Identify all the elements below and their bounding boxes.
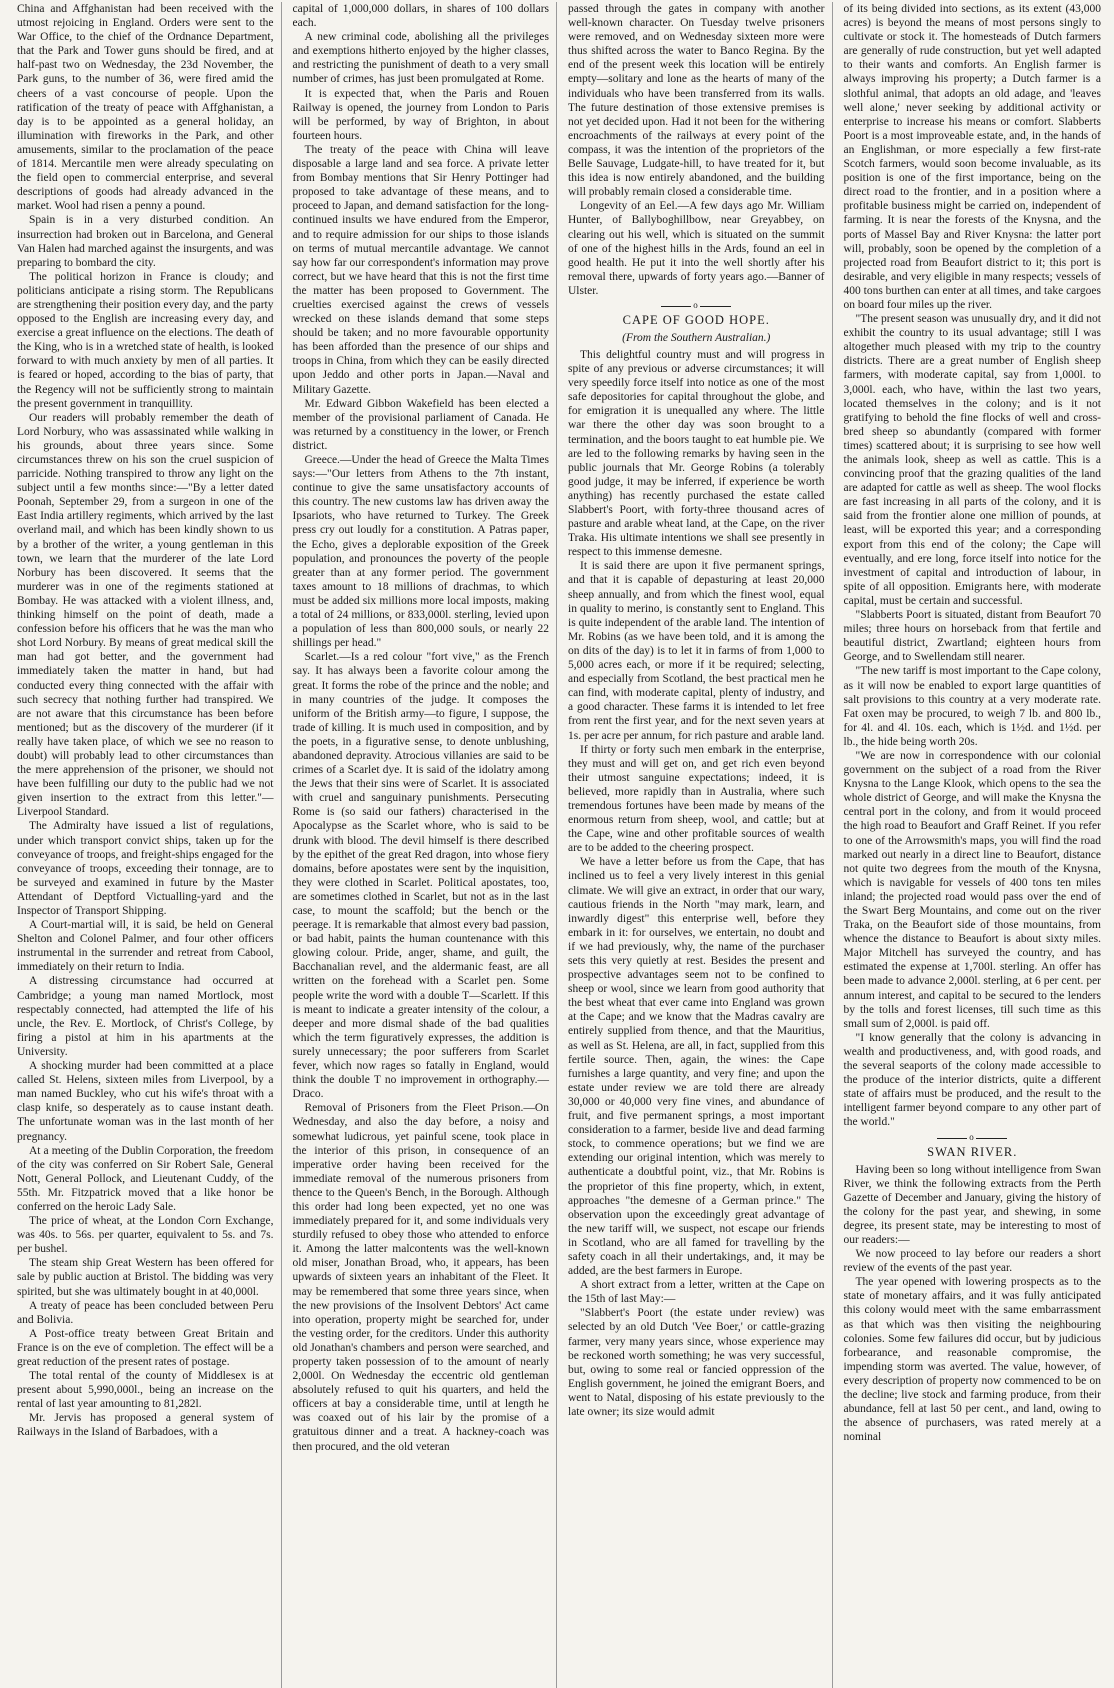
article-paragraph: We have a letter before us from the Cape, that has inclined us to feel a very lively interest in this genial climate. We will give an extract, in order that our wary, cautious friends in the North "may mark, learn, and inwardly digest" this enterprise well, before they embark in it: for ourselves, we entertain, no doubt and if we had previously, why, the name of the purchaser sets this very quietly at rest. Besides the present and prospective advantages seem not to be confined to sheep or wool, since we learn from good authority that the best wheat that ever came into England was grown at the Cape; and we know that the Madras cavalry are entirely supplied from thence, and that the Mauritius, as well as St. Helena, are all, in fact, supplied from this fertile source. Then, again, the wines: the Cape furnishes a large quantity, and very fine; and upon the estate under review we are told there are already 30,000 or 40,000 very fine vines, and abundance of fruit, and five permanent springs, a most important consideration to a farmer, beside live and dead farming stock, to commence operations; but we find we are extending our original intention, which was merely to authenticate a doubtful point, viz., that Mr. Robins is the proprietor of this fine property, which, in extent, approaches "the demesne of a German prince." The observation upon the exceedingly great advantage of the new tariff will, we suspect, not escape our friends in Scotland, who are all famed for travelling by the safety coach in all their undertakings, and, it may be added, are the best farmers in Europe. bbox=[568, 856, 825, 1278]
section-heading: SWAN RIVER. bbox=[927, 1144, 1018, 1159]
article-paragraph: Having been so long without intelligence from Swan River, we think the following extracts from the Perth Gazette of December and January, giving the history of the colony for the past year, and shewing, in some degree, its present state, may be interesting to most of our readers:— bbox=[843, 1163, 1101, 1246]
article-paragraph: It is expected that, when the Paris and Rouen Railway is opened, the journey from London to Paris will be performed, by way of Brighton, in about fourteen hours. bbox=[292, 87, 549, 142]
article-paragraph: "Slabberts Poort is situated, distant from Beaufort 70 miles; three hours on horseback from that fertile and beautiful district, Zwartland; eighteen hours from George, and to Swellendam still nearer. bbox=[843, 609, 1101, 664]
article-paragraph: Longevity of an Eel.—A few days ago Mr. William Hunter, of Ballyboghillbow, near Greyabbey, on clearing out his well, which is situated on the summit of one of the highest hills in the Ards, found an eel in good health. He put it into the well shortly after his removal there, upwards of forty years ago.—Banner of Ulster. bbox=[568, 200, 825, 297]
article-paragraph: A new criminal code, abolishing all the privileges and exemptions hitherto enjoyed by the higher classes, and restricting the punishment of death to a very small number of crimes, has just been promulgated at Rome. bbox=[292, 31, 549, 86]
article-paragraph: A Post-office treaty between Great Britain and France is on the eve of completion. The effect will be a great reduction of the present rates of postage. bbox=[17, 1327, 274, 1368]
article-paragraph: China and Affghanistan had been received with the utmost rejoicing in England. Orders were sent to the War Office, to the chief of the Ordnance Department, that the Park and Tower guns should be fired, and at half-past two on Wednesday, the 23d November, the Park guns, to the number of 36, were fired amid the cheers of a vast concourse of people. Upon the ratification of the treaty of peace with Affghanistan, a day is to be appointed as a general holiday, an illumination with fireworks in the Park, and other amusements, similar to the proclamation of the peace of 1814. Mercantile men were already speculating on the field open to commercial enterprise, and several descriptions of goods had already advanced in the market. Wool had risen a penny a pound. bbox=[17, 3, 274, 213]
article-paragraph: "We are now in correspondence with our colonial government on the subject of a road from the River Knysna to the Lange Klook, which opens to the sea the whole district of George, and will make the Knysna the central port in the colony, and from it would proceed the high road to Beaufort and Graff Reinet. If you refer to one of the Arrowsmith's maps, you will find the road marked out nearly in a direct line to Beaufort, distance not quite two degrees from the mouth of the Knysna, which is navigable for vessels of 400 tons ten miles inland; the projected road would pass over the end of the Swart Berg Mountains, and come out on the river Traka, on the Beaufort side of those mountains, from whence the distance to Beaufort is about sixty miles. Major Mitchell has surveyed the country, and has estimated the expense at 1,700l. sterling. An offer has been made to advance 2,000l. sterling, at 6 per cent. per annum interest, and capital to be secured to the lenders by the tolls and forest licenses, till such time as this small sum of 2,000l. is paid off. bbox=[843, 749, 1101, 1030]
article-paragraph: A distressing circumstance had occurred at Cambridge; a young man named Mortlock, most respectably connected, had attempted the life of his uncle, the Rev. E. Mortlock, of Christ's College, by firing a pistol at him in his apartments at the University. bbox=[17, 975, 274, 1058]
article-paragraph: We now proceed to lay before our readers a short review of the events of the past year. bbox=[843, 1248, 1101, 1275]
article-paragraph: "Slabbert's Poort (the estate under review) was selected by an old Dutch 'Vee Boer,' or cattle-grazing farmer, very many years since, whose experience may be reckoned worth something; he was very successful, but, owing to some real or fancied oppression of the English government, he joined the emigrant Boers, and went to Natal, disposing of his estate previously to the late owner; its size would admit bbox=[568, 1307, 825, 1418]
article-paragraph: A short extract from a letter, written at the Cape on the 15th of last May:— bbox=[568, 1279, 825, 1306]
article-paragraph: passed through the gates in company with another well-known character. On Tuesday twelve prisoners were removed, and on Wednesday sixteen more were thus shifted across the water to Banco Regina. By the end of the present week this location will be entirely empty—solitary and lone as the hearts of many of the individuals who have been transferred from its walls. The future destination of those extensive premises is not yet decided upon. Had it not been for the withering encroachments of the railways at every point of the compass, it was the intention of the proprietors of the Belle Sauvage, Ludgate-hill, to have treated for it, but this idea is now entirely abandoned, and the building will probably remain closed a considerable time. bbox=[568, 3, 825, 199]
article-paragraph: "I know generally that the colony is advancing in wealth and productiveness, and, with good roads, and the several seaports of the colony made accessible to the produce of the interior districts, quite a different state of affairs must be produced, and the result to the intelligent farmer beyond compare to any other part of the world." bbox=[843, 1031, 1101, 1129]
article-paragraph: Scarlet.—Is a red colour "fort vive," as the French say. It has always been a favorite colour among the great. It forms the robe of the prince and the noble; and in many countries of the judge. It composes the uniform of the British army—to figure, I suppose, the trade of killing. It is much used in composition, and by the poets, in a figurative sense, to denote unblushing, abandoned depravity. Atrocious villanies are said to be crimes of a Scarlet dye. It is said of the idolatry among the Jews that their sins were of Scarlet. It is associated with cruel and sanguinary punishments. Persecuting Rome is (so said our fathers) characterised in the Apocalypse as the Scarlet whore, who is said to be drunk with blood. The devil himself is there described by the epithet of the great Red dragon, into whose fiery domains, before apostates were sent by the inquisition, they were clothed in Scarlet. Political apostates, too, are sometimes clothed in Scarlet, but not as in the last case, to mount the scaffold; but the bench or the peerage. It is remarkable that almost every bad passion, or bad habit, paints the human countenance with this glowing colour. Pride, anger, shame, and guilt, the Bacchanalian revel, and the aldermanic feast, are all written on the forehead with a Scarlet pen. Some people write the word with a double T—Scarlett. If this is meant to indicate a greater intensity of the colour, a deeper and more dismal shade of the bad qualities which the term figuratively expresses, the addition is surely unnecessary; the poor sufferers from Scarlet fever, which now rages so fatally in England, would think the double T no improvement in orthography.—Draco. bbox=[292, 651, 549, 1101]
column-3 bbox=[557, 2, 833, 1688]
article-paragraph: This delightful country must and will progress in spite of any previous or adverse circumstances; it will very speedily force itself into notice as one of the most safe depositories for capital throughout the globe, and for emigration it is unequalled any where. The little war there the other day was soon brought to a termination, and the boors taught to eat humble pie. We are led to the following remarks by having seen in the public journals that Mr. George Robins (a tolerably good judge, it may be inferred, if experience be worth anything) has recently purchased the estate called Slabbert's Poort, with forty-three thousand acres of pasture and arable wheat land, at the Cape, on the river Traka. His ultimate intentions we shall see presently in respect to this immense demesne. bbox=[568, 348, 825, 559]
article-paragraph: The Admiralty have issued a list of regulations, under which transport convict ships, taken up for the conveyance of troops, and freight-ships engaged for the conveyance of troops, exceeding their tonnage, are to be surveyed and examined in future by the Master Attendant of Deptford Victualling-yard and the Inspector of Transport Shipping. bbox=[17, 820, 274, 917]
section-source: (From the Southern Australian.) bbox=[622, 331, 771, 344]
article-paragraph: Greece.—Under the head of Greece the Malta Times says:—"Our letters from Athens to the 7th instant, continue to give the same unsatisfactory accounts of this country. The new customs law has driven away the Ipsariots, who have returned to Turkey. The Greek press cry out loudly for a constitution. A Patras paper, the Echo, gives a deplorable exposition of the Greek population, and pronounces the poverty of the people greater than at any former period. The government taxes amount to 18 millions of drachmas, to which must be added six millions more local imposts, making a total of 24 millions, or 833,000l. sterling, levied upon a population of less than 800,000 souls, or nearly 22 shillings per head." bbox=[292, 454, 549, 650]
column-4 bbox=[833, 2, 1109, 1688]
section-divider bbox=[937, 1131, 1007, 1142]
divider-mark: o bbox=[693, 299, 698, 310]
section-divider bbox=[661, 299, 731, 310]
article-paragraph: of its being divided into sections, as its extent (43,000 acres) is beyond the means of most persons singly to cultivate or stock it. The homesteads of Dutch farmers are generally of rude construction, but yet well adapted to their wants and comforts. An English farmer is always improving his property; a Dutch farmer is a slothful animal, that adopts an old adage, and 'leaves well alone,' never seeking by additional activity or enterprise to increase his means or comfort. Slabberts Poort is a most improveable estate, and, in the hands of an Englishman, or more especially a few first-rate Scotch farmers, would soon become invaluable, as its position is one of the first importance, being on the direct road to the frontier, and in a position where a profitable business might be carried on, independent of farming. It is near the forests of the Knysna, and the ports of Massel Bay and River Knysna: the latter port will, probably, soon be opened by the completion of a projected road from Beaufort district to it; this port is desirable, and very eligible in many respects; vessels of 400 tons burthen can enter at all times, and take cargoes on board four miles up the river. bbox=[843, 3, 1101, 311]
article-paragraph: capital of 1,000,000 dollars, in shares of 100 dollars each. bbox=[292, 3, 549, 30]
article-paragraph: "The present season was unusually dry, and it did not exhibit the country to its usual advantage; still I was altogether much pleased with my trip to the country districts. There are a great number of English sheep farmers, with moderate capital, say from 1,000l. to 3,000l. each, who have, within the last two years, located themselves in the colony; and is it not gratifying to behold the fine flocks of well and cross-bred sheep so abundantly (compared with former times) scattered about; it is surprising to see how well the animals look, sheep as well as cattle. This is a convincing proof that the grazing qualities of the land are adapted for cattle as well as sheep. The wool flocks are fast increasing in all parts of the colony, and it is said from the frontier alone one million of pounds, at least, will be exported this year; and a corresponding export from this end of the colony; the Cape will eventually, and ere long, force itself into notice for the investment of capital and introduction of labour, in spite of all opposition. Emigrants here, with moderate capital, must be certain and successful. bbox=[843, 313, 1101, 607]
article-paragraph: Mr. Jervis has proposed a general system of Railways in the Island of Barbadoes, with a bbox=[17, 1412, 274, 1439]
article-paragraph: The price of wheat, at the London Corn Exchange, was 40s. to 56s. per quarter, equivalent to 5s. and 7s. per bushel. bbox=[17, 1215, 274, 1256]
article-paragraph: The political horizon in France is cloudy; and politicians anticipate a rising storm. The Republicans are strengthening their position every day, and the party opposed to the English are increasing every day, and exercise a great influence on the elections. The death of the King, who is in a wretched state of health, is looked forward to with much anxiety by men of all parties. It is feared or hoped, according to the bias of party, that the Regency will not be sufficiently strong to maintain the present government in tranquillity. bbox=[17, 270, 274, 410]
article-paragraph: At a meeting of the Dublin Corporation, the freedom of the city was conferred on Sir Robert Sale, General Nott, General Pollock, and Lieutenant Cuddy, of the 55th. Mr. Fitzpatrick moved that a like honor be conferred on the heroic Lady Sale. bbox=[17, 1144, 274, 1213]
article-paragraph: It is said there are upon it five permanent springs, and that it is capable of depasturing at least 20,000 sheep annually, and from which the finest wool, equal in quality to merino, is constantly sent to England. This is quite independent of the arable land. The intention of Mr. Robins (as we have been told, and it is among the on dits of the day) is to let it in farms of from 1,000 to 5,000 acres each, or more if it be required; selecting, and especially from Scotland, the best practical men he can find, with moderate capital, plenty of industry, and a good character. These farms it is intended to let free from rent the first year, and for the next seven years at 1s. per acre per annum, for rich pasture and arable land. bbox=[568, 560, 825, 742]
article-paragraph: The treaty of the peace with China will leave disposable a large land and sea force. A private letter from Bombay mentions that Sir Henry Pottinger had proposed to take advantage of these means, and to proceed to Japan, and demand satisfaction for the long-continued insults we have endured from the Emperor, and to require admission for our ships to those islands on terms of mutual mercantile advantage. We cannot say how far our correspondent's information may prove correct, but we have heard that this is not the first time the matter has been proposed to Government. The cruelties exercised against the crews of vessels wrecked on these islands demand that some steps should be taken; and no more favourable opportunity has been afforded than the presence of our ships and troops in China, from which they can be easily directed upon Jeddo and other ports in Japan.—Naval and Military Gazette. bbox=[292, 143, 549, 396]
column-2 bbox=[282, 2, 558, 1688]
article-paragraph: "The new tariff is most important to the Cape colony, as it will now be enabled to export large quantities of salt provisions to this country at a very moderate rate. Fat oxen may be procured, to weigh 7 lb. and 800 lb., for 4l. and 4l. 10s. each, which is 1½d. and 1½d. per lb., the hide being worth 20s. bbox=[843, 665, 1101, 748]
divider-mark: o bbox=[969, 1131, 974, 1142]
article-paragraph: If thirty or forty such men embark in the enterprise, they must and will get on, and get rich even beyond their utmost sanguine expectations; indeed, it is believed, more rapidly than in Australia, where such tremendous fortunes have been made by means of the enormous return from sheep, wool, and cattle; but at the Cape, wine and other profitable sources of wealth are to be added to the cheering prospect. bbox=[568, 743, 825, 855]
article-paragraph: A Court-martial will, it is said, be held on General Shelton and Colonel Palmer, and four other officers instrumental in the surrender and retreat from Cabool, immediately on their return to India. bbox=[17, 919, 274, 974]
section-heading: CAPE OF GOOD HOPE. bbox=[622, 312, 770, 327]
article-paragraph: Our readers will probably remember the death of Lord Norbury, who was assassinated while walking in his grounds, about three years since. Some circumstances threw on his son the cruel suspicion of parricide. Nothing transpired to throw any light on the subject until a few months since:—"By a letter dated Poonah, September 29, from a surgeon in one of the East India artillery regiments, which arrived by the last overland mail, and which has been kindly shown to us by a brother of the writer, a young gentleman in this town, we learn that the murderer of the late Lord Norbury has been discovered. It seems that the murderer was in one of the regiments stationed at Bombay. He was attacked with a violent illness, and, thinking himself on the point of death, made a confession before his officers that he was the man who shot Lord Norbury. By means of great medical skill the man had got better, and the government had immediately taken the matter in hand, but had conducted every thing connected with the affair with such secrecy that nothing further had transpired. We are not aware that this circumstance has been before mentioned; but as the discovery of the murderer (if it really have taken place, of which we see no reason to doubt) will probably lead to other circumstances than the mere apprehension of the prisoner, we should not have been fulfilling our duty to the public had we not given insertion to the extract from this letter."—Liverpool Standard. bbox=[17, 411, 274, 819]
article-paragraph: Spain is in a very disturbed condition. An insurrection had broken out in Barcelona, and General Van Halen had marched against the insurgents, and was preparing to bombard the city. bbox=[17, 214, 274, 269]
article-paragraph: A treaty of peace has been concluded between Peru and Bolivia. bbox=[17, 1299, 274, 1326]
article-paragraph: A shocking murder had been committed at a place called St. Helens, sixteen miles from Liverpool, by a man named Buckley, who cut his wife's throat with a clasp knife, so desperately as to cause instant death. The unfortunate woman was in the last month of her pregnancy. bbox=[17, 1060, 274, 1143]
article-paragraph: The total rental of the county of Middlesex is at present about 5,990,000l., being an increase on the rental of last year amounting to 81,282l. bbox=[17, 1370, 274, 1411]
article-paragraph: The year opened with lowering prospects as to the state of monetary affairs, and it was fully anticipated this colony would meet with the same embarrassment as that which was then visiting the neighbouring colonies. Some few failures did occur, but by judicious forbearance, and reasonable compromise, the impending storm was averted. The value, however, of every description of property now commenced to be on the decline; live stock and farming produce, from their abundance, fell at last 50 per cent., and land, owing to the absence of purchasers, was rated merely at a nominal bbox=[843, 1276, 1101, 1444]
column-1 bbox=[6, 2, 282, 1688]
article-paragraph: Mr. Edward Gibbon Wakefield has been elected a member of the provisional parliament of Canada. He was returned by a constituency in the lower, or French district. bbox=[292, 397, 549, 452]
article-paragraph: The steam ship Great Western has been offered for sale by public auction at Bristol. The bidding was very spirited, but she was ultimately bought in at 40,000l. bbox=[17, 1257, 274, 1298]
article-paragraph: Removal of Prisoners from the Fleet Prison.—On Wednesday, and also the day before, a noisy and somewhat ludicrous, yet painful scene, took place in the interior of this prison, in consequence of an imperative order having been received for the immediate removal of the numerous prisoners from thence to the Queen's Bench, in the Borough. Although this order had long been expected, yet no one was immediately prepared for it, and some individuals very sturdily refused to obey those who attended to enforce it. Among the latter malcontents was the well-known old miser, Jonathan Broad, who, it appears, has been upwards of sixteen years an inhabitant of the Fleet. It may be remembered that some three years since, when the new provisions of the Insolvent Debtors' Act came into operation, property might be searched for, under the vesting order, for the creditors. Under this authority old Jonathan's chambers and person were searched, and property taken possession of to the amount of nearly 2,000l. On Wednesday the eccentric old gentleman absolutely refused to quit his quarters, and held the officers at bay a considerable time, until at length he was coaxed out of his lair by the promise of a gratuitous dinner and a treat. A hackney-coach was then procured, and the old veteran bbox=[292, 1102, 549, 1453]
